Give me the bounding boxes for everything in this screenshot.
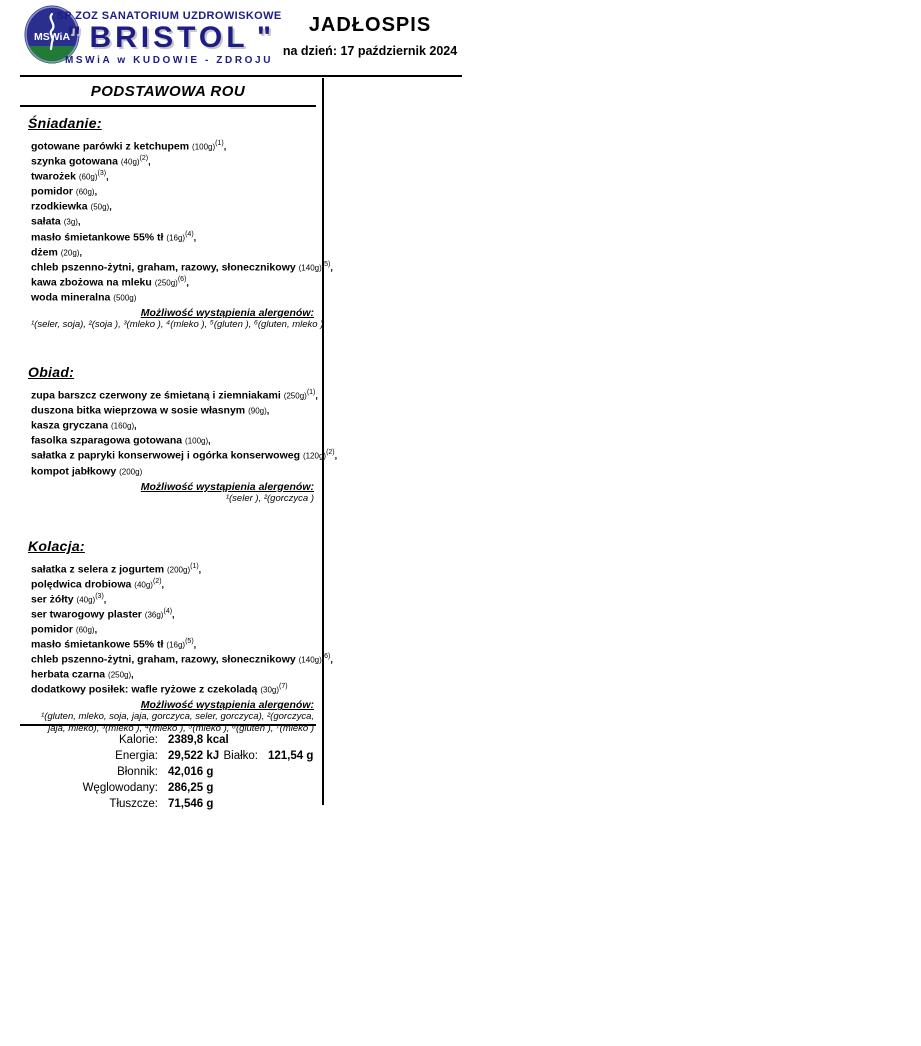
menu-item	[31, 591, 316, 606]
dish-separator: ,	[106, 171, 109, 182]
nutrition-label: Tłuszcze:	[109, 798, 158, 810]
dish-allergen-ref: (1)	[306, 389, 316, 397]
org-name-line: SP ZOZ SANATORIUM UZDROWISKOWE	[56, 10, 282, 22]
dish-portion: (30g)	[260, 685, 280, 695]
dish-name: dżem	[31, 246, 58, 259]
nutrition-row	[20, 780, 316, 796]
dish-allergen-ref: (2)	[152, 577, 162, 585]
menu-item	[31, 183, 316, 198]
dish-portion: (50g)	[90, 202, 110, 212]
dish-portion: (20g)	[60, 248, 80, 258]
menu-sections	[20, 115, 338, 735]
nutrition-value: 2389,8 kcal	[168, 734, 229, 746]
dish-name: masło śmietankowe 55% tł	[31, 638, 164, 651]
meal-items	[31, 138, 333, 304]
dish-name: pomidor	[31, 185, 73, 198]
dish-separator: ,	[315, 390, 318, 401]
menu-item	[31, 153, 316, 168]
dish-portion: (90g)	[248, 406, 267, 416]
protein-pair	[198, 748, 313, 764]
menu-item	[31, 463, 316, 478]
dish-separator: ,	[103, 594, 107, 605]
menu-item	[31, 447, 338, 462]
dish-portion: (140g)	[298, 655, 322, 665]
dish-name: dodatkowy posiłek: wafle ryżowe z czekoladą	[31, 683, 258, 696]
dish-allergen-ref: (1)	[215, 140, 224, 147]
svg-text:MSWiA: MSWiA	[33, 31, 71, 43]
dish-portion: (200g)	[166, 565, 191, 575]
dish-separator: ,	[186, 277, 189, 288]
dish-name: chleb pszenno-żytni, graham, razowy, słonecznikowy	[31, 653, 296, 666]
document-title-block	[280, 14, 460, 58]
nutrition-row	[20, 748, 316, 764]
dish-name: pomidor	[31, 623, 73, 636]
dish-allergen-ref: (7)	[279, 683, 288, 691]
dish-name: gotowane parówki z ketchupem	[31, 140, 190, 153]
menu-item	[31, 289, 316, 304]
dish-name: fasolka szparagowa gotowana	[31, 434, 183, 447]
dish-portion: (250g)	[154, 278, 178, 288]
menu-item	[31, 417, 316, 432]
brand-open-quote: "	[66, 21, 90, 54]
allergen-lines	[31, 493, 316, 505]
dish-name: ser żółty	[31, 593, 74, 606]
dish-name: sałata	[31, 215, 61, 228]
menu-item	[31, 168, 316, 183]
dish-separator: ,	[193, 639, 197, 650]
dish-portion: (160g)	[110, 421, 135, 431]
dish-name: duszona bitka wieprzowa w sosie własnym	[31, 404, 246, 417]
dish-separator: ,	[330, 262, 333, 273]
dish-portion: (500g)	[113, 293, 137, 303]
menu-item	[31, 138, 316, 153]
brand-block	[56, 10, 282, 66]
header-divider-line	[20, 75, 462, 77]
menu-item	[31, 666, 316, 681]
dish-separator: ,	[198, 564, 202, 575]
dish-separator: ,	[109, 201, 112, 212]
menu-item	[31, 402, 316, 417]
dish-allergen-ref: (5)	[321, 260, 331, 268]
meal-items	[31, 561, 333, 697]
dish-portion: (16g)	[166, 233, 186, 243]
brand-name	[56, 22, 282, 54]
nutrition-summary	[20, 724, 316, 812]
document-date: na dzień: 17 październik 2024	[282, 44, 458, 58]
allergen-line: ¹(gluten, mleko, soja, jaja, gorczyca, seler, gorczyca), ²(gorczyca,	[41, 711, 314, 723]
dish-name: chleb pszenno-żytni, graham, razowy, słonecznikowy	[31, 261, 296, 274]
meal-name: Kolacja:	[28, 537, 85, 554]
dish-separator: ,	[94, 624, 98, 635]
menu-item	[31, 681, 316, 696]
menu-column	[20, 80, 338, 735]
dish-allergen-ref: (2)	[139, 155, 149, 163]
menu-item	[31, 621, 316, 636]
menu-item	[31, 576, 316, 591]
dish-name: zupa barszcz czerwony ze śmietaną i ziemniakami	[31, 389, 281, 402]
dish-allergen-ref: (1)	[190, 562, 199, 570]
menu-item	[31, 432, 316, 447]
dish-portion: (16g)	[166, 640, 186, 650]
dish-allergen-ref: (3)	[97, 170, 107, 178]
dish-separator: ,	[79, 247, 82, 258]
dish-portion: (250g)	[108, 670, 132, 680]
dish-name: sałatka z selera z jogurtem	[31, 563, 165, 576]
dish-name: herbata czarna	[31, 668, 106, 681]
nutrition-value: 42,016 g	[168, 766, 214, 778]
dish-name: ser twarogowy plaster	[31, 608, 142, 621]
dish-name: sałatka z papryki konserwowej i ogórka konserwoweg	[31, 449, 301, 462]
menu-item	[31, 229, 316, 244]
allergen-line: ¹(seler ), ²(gorczyca )	[225, 492, 314, 504]
meal-section-sniadanie	[20, 115, 333, 331]
dish-portion: (250g)	[283, 391, 307, 401]
dish-portion: (140g)	[298, 263, 322, 273]
dish-separator: ,	[172, 609, 175, 620]
dish-allergen-ref: (3)	[95, 592, 104, 600]
org-location-line: MSWiA w KUDOWIE - ZDROJU	[64, 54, 274, 66]
nutrition-value: 29,522 kJ	[168, 750, 220, 762]
meal-section-kolacja	[20, 537, 333, 736]
brand-text: BRISTOL	[89, 21, 249, 54]
dish-portion: (200g)	[119, 467, 143, 476]
protein-label: Białko:	[223, 750, 258, 762]
dish-name: woda mineralna	[31, 291, 111, 304]
dish-separator: ,	[131, 669, 134, 680]
dish-separator: ,	[330, 654, 333, 665]
dish-separator: ,	[134, 420, 137, 431]
dish-name: kawa zbożowa na mleku	[31, 276, 152, 289]
meal-name: Obiad:	[28, 364, 75, 381]
dish-portion: (60g)	[75, 187, 95, 197]
menu-item	[31, 213, 316, 228]
dish-allergen-ref: (4)	[163, 607, 173, 615]
dish-separator: ,	[193, 232, 197, 243]
menu-item	[31, 259, 333, 274]
document-title: JADŁOSPIS	[308, 14, 432, 36]
dish-allergen-ref: (4)	[185, 230, 194, 238]
brand-close-quote: "	[248, 21, 272, 54]
nutrition-label: Energia:	[115, 750, 158, 762]
dish-name: twarożek	[31, 170, 76, 183]
allergen-line: jaja, mleko), ³(mleko ), ⁴(mleko ), ⁵(mleko ), ⁶(gluten ), ⁷(mleko )	[48, 723, 314, 735]
dish-separator: ,	[94, 186, 98, 197]
dish-name: polędwica drobiowa	[31, 578, 132, 591]
menu-item	[31, 636, 316, 651]
allergen-header: Możliwość wystąpienia alergenów:	[140, 307, 314, 320]
nutrition-row	[20, 796, 316, 812]
dish-portion: (100g)	[185, 436, 209, 446]
dish-portion: (40g)	[120, 157, 140, 167]
dish-portion: (40g)	[134, 580, 153, 590]
nutrition-row	[20, 764, 316, 780]
dish-portion: (120g)	[302, 451, 327, 461]
dish-portion: (60g)	[75, 625, 95, 635]
dish-name: szynka gotowana	[31, 155, 118, 168]
menu-item	[31, 561, 316, 576]
nutrition-value: 286,25 g	[168, 782, 214, 794]
dish-portion: (60g)	[78, 172, 98, 182]
allergen-lines	[31, 319, 324, 331]
dish-name: kompot jabłkowy	[31, 465, 117, 477]
menu-item	[31, 387, 316, 402]
allergen-line: ¹(seler, soja), ²(soja ), ³(mleko ), ⁴(mleko ), ⁵(gluten ), ⁶(gluten, mleko )	[31, 319, 324, 331]
dish-separator: ,	[266, 405, 270, 416]
dish-allergen-ref: (5)	[185, 638, 194, 646]
allergen-header: Możliwość wystąpienia alergenów:	[140, 699, 314, 712]
dish-separator: ,	[208, 435, 211, 446]
nutrition-rows	[20, 732, 316, 812]
nutrition-value: 71,546 g	[168, 798, 214, 810]
dish-allergen-ref: (6)	[321, 653, 331, 661]
dish-name: kasza gryczana	[31, 419, 109, 432]
dish-portion: (40g)	[76, 595, 96, 605]
meal-name: Śniadanie:	[28, 115, 102, 131]
menu-item	[31, 651, 333, 666]
diet-title: PODSTAWOWA ROU	[20, 80, 316, 107]
menu-item	[31, 606, 316, 621]
menu-item	[31, 274, 316, 289]
dish-portion: (36g)	[144, 610, 164, 620]
nutrition-label: Kalorie:	[119, 734, 158, 746]
meal-section-obiad	[20, 364, 338, 505]
dish-portion: (3g)	[63, 217, 78, 227]
dish-allergen-ref: (2)	[326, 449, 335, 457]
dish-name: masło śmietankowe 55% tł	[31, 231, 164, 244]
dish-separator: ,	[223, 141, 227, 152]
menu-item	[31, 244, 316, 259]
dish-separator: ,	[161, 579, 165, 590]
menu-item	[31, 198, 316, 213]
dish-name: rzodkiewka	[31, 200, 88, 213]
dish-separator: ,	[334, 450, 338, 461]
nutrition-label: Węglowodany:	[82, 782, 158, 794]
column-divider-line	[322, 78, 324, 805]
meal-items	[31, 387, 338, 478]
nutrition-row	[20, 732, 316, 748]
dish-separator: ,	[77, 216, 81, 227]
dish-separator: ,	[148, 156, 151, 167]
dish-portion: (100g)	[192, 142, 216, 152]
allergen-header: Możliwość wystąpienia alergenów:	[140, 480, 314, 493]
protein-value: 121,54 g	[268, 750, 314, 762]
dish-allergen-ref: (6)	[177, 275, 187, 283]
nutrition-label: Błonnik:	[117, 766, 158, 778]
